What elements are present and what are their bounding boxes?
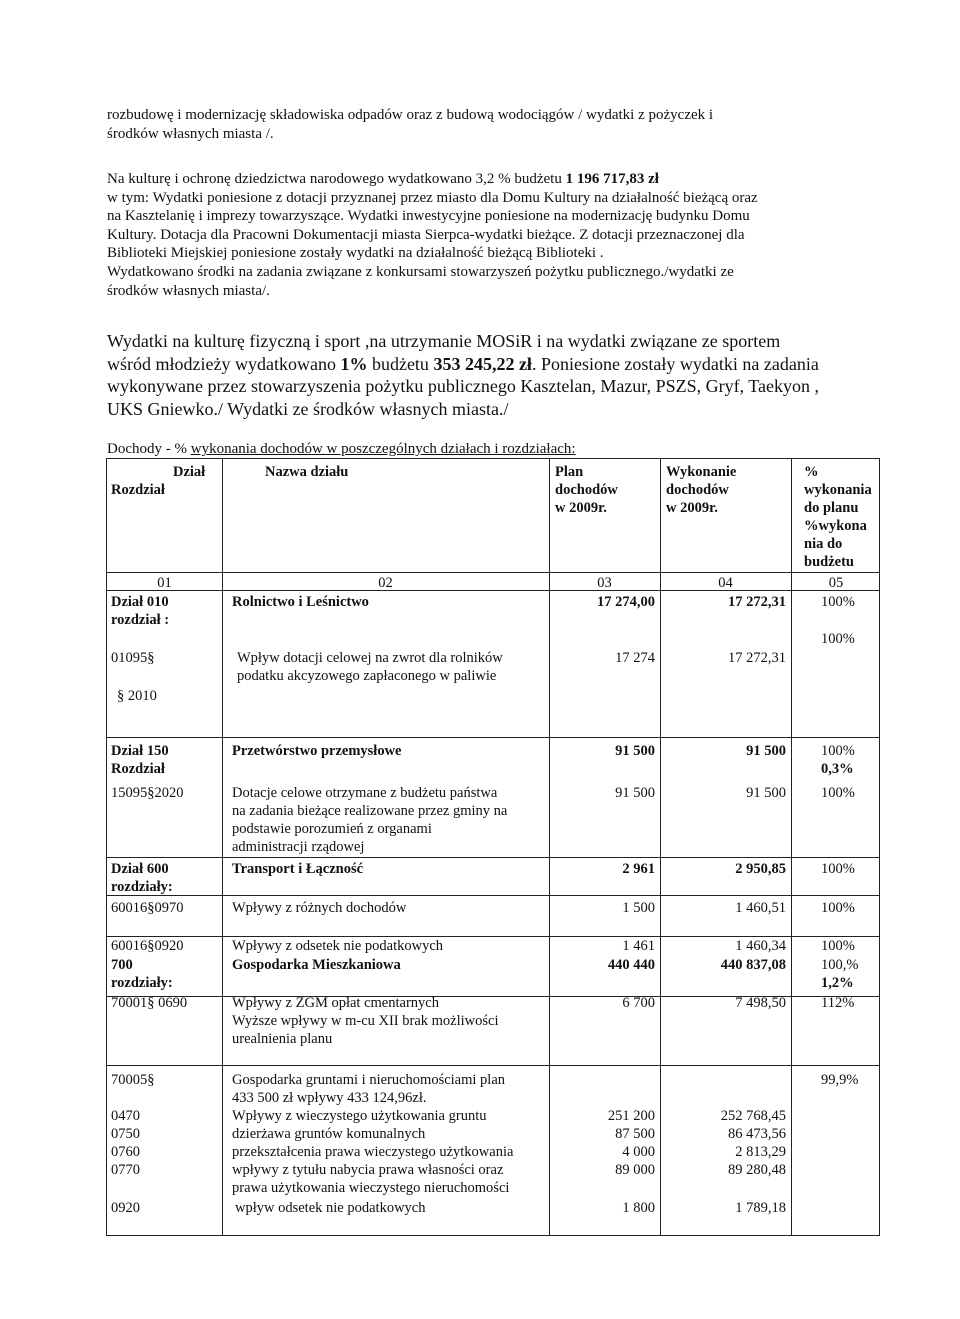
item-code: 0750 bbox=[111, 1126, 140, 1142]
dzial-700-r2-pct: 99,9% bbox=[821, 1072, 859, 1088]
item-wyk: 2 813,29 bbox=[735, 1144, 786, 1160]
dzial-150-plan: 91 500 bbox=[615, 743, 655, 759]
text-line: Kultury. Dotacja dla Pracowni Dokumentacji miasta Sierpca-wydatki bieżące. Z dotacji przeznaczonej dla bbox=[107, 226, 745, 243]
dzial-700-r2-code: 70005§ bbox=[111, 1072, 155, 1088]
paragraph-culture bbox=[107, 170, 877, 300]
dzial-700-plan: 440 440 bbox=[607, 957, 655, 973]
text-line: Wydatkowano środki na zadania związane z konkursami stowarzyszeń pożytku publicznego./wydatki ze bbox=[107, 263, 734, 280]
row-divider bbox=[107, 895, 879, 896]
header-procent bbox=[804, 463, 872, 571]
sport-percent: 1% bbox=[340, 353, 368, 374]
dzial-010-code: rozdział : bbox=[111, 612, 170, 628]
dzial-600-r2-plan: 1 461 bbox=[622, 938, 655, 954]
paragraph-intro bbox=[107, 106, 877, 143]
dzial-700-r1-wyk: 7 498,50 bbox=[735, 995, 786, 1011]
header-plan-line: dochodów bbox=[555, 482, 618, 498]
caption-underlined: wykonania dochodów w poszczególnych działach i rozdziałach: bbox=[190, 441, 576, 457]
text-line: rozbudowę i modernizację składowiska odpadów oraz z budową wodociągów / wydatki z pożyczek i bbox=[107, 107, 714, 123]
dzial-150-sub-name bbox=[232, 784, 507, 856]
text-line: na Kasztelanię i imprezy towarzyszące. Wydatki inwestycyjne poniesione na modernizację budynku Domu bbox=[107, 208, 750, 225]
dzial-700-pct: 100,% bbox=[821, 957, 859, 973]
header-procent-line: nia do bbox=[804, 536, 843, 552]
text-line: Biblioteki Miejskiej poniesione zostały wydatki na działalność bieżącą Biblioteki . bbox=[107, 245, 604, 262]
text-line: urealnienia planu bbox=[232, 1031, 333, 1047]
item-wyk: 252 768,45 bbox=[720, 1108, 786, 1124]
text-line: środków własnych miasta/. bbox=[107, 282, 270, 299]
item-name: Wpływy z wieczystego użytkowania gruntu bbox=[232, 1108, 487, 1124]
item-plan: 89 000 bbox=[615, 1162, 655, 1178]
dzial-600-pct: 100% bbox=[821, 861, 855, 877]
text-line bbox=[107, 170, 877, 189]
text-line: podstawie porozumień z organami bbox=[232, 821, 432, 837]
column-number: 02 bbox=[378, 575, 393, 591]
text-line: UKS Gniewko./ Wydatki ze środków własnych miasta./ bbox=[107, 398, 509, 419]
dzial-150-sub-wyk: 91 500 bbox=[746, 785, 786, 801]
dzial-010-sub-code: 01095§ bbox=[111, 650, 155, 666]
text-line: Wpływ dotacji celowej na zwrot dla rolników bbox=[237, 650, 503, 666]
dzial-150-wyk: 91 500 bbox=[746, 743, 786, 759]
dzial-700-r2-name bbox=[232, 1071, 505, 1107]
dzial-600-plan: 2 961 bbox=[622, 861, 655, 877]
dzial-010-name: Rolnictwo i Leśnictwo bbox=[232, 594, 369, 610]
text-line: w tym: Wydatki poniesione z dotacji przyznanej przez miasto dla Domu Kultury na działalność bieżącą oraz bbox=[107, 189, 758, 206]
item-name: dzierżawa gruntów komunalnych bbox=[232, 1126, 426, 1142]
dzial-010-pct: 100% bbox=[821, 594, 855, 610]
dzial-700-r1-name bbox=[232, 994, 499, 1048]
dzial-700-code: rozdziały: bbox=[111, 975, 173, 991]
item-name: wpływy z tytułu nabycia prawa własności oraz bbox=[232, 1162, 504, 1178]
dzial-600-code: rozdziały: bbox=[111, 879, 173, 895]
header-procent-line: do planu bbox=[804, 500, 859, 516]
column-number: 04 bbox=[718, 575, 733, 591]
item-code: 0920 bbox=[111, 1200, 140, 1216]
row-divider bbox=[107, 737, 879, 738]
dzial-600-r1-pct: 100% bbox=[821, 900, 855, 916]
dzial-600-r1-code: 60016§0970 bbox=[111, 900, 184, 916]
dzial-600-r1-wyk: 1 460,51 bbox=[735, 900, 786, 916]
header-rozdzial: Rozdział bbox=[111, 482, 165, 498]
column-number: 03 bbox=[597, 575, 612, 591]
text-line: na zadania bieżące realizowane przez gminy na bbox=[232, 803, 508, 819]
header-procent-line: wykonania bbox=[804, 482, 872, 498]
text-line: Gospodarka gruntami i nieruchomościami plan bbox=[232, 1072, 506, 1088]
column-number: 01 bbox=[157, 575, 172, 591]
text-line: podatku akcyzowego zapłaconego w paliwie bbox=[237, 668, 497, 684]
dzial-700-wyk: 440 837,08 bbox=[720, 957, 786, 973]
text-line: Wydatki na kulturę fizyczną i sport ,na utrzymanie MOSiR i na wydatki związane ze sportem bbox=[107, 331, 781, 351]
header-procent-line: %wykona bbox=[804, 518, 867, 534]
dzial-150-sub-pct: 100% bbox=[821, 785, 855, 801]
header-plan-line: Plan bbox=[555, 464, 584, 480]
sport-amount: 353 245,22 zł bbox=[433, 353, 532, 374]
dzial-600-r2-pct: 100% bbox=[821, 938, 855, 954]
dzial-010-code: Dział 010 bbox=[111, 594, 169, 610]
text-fragment: . Poniesione zostały wydatki na zadania bbox=[531, 353, 819, 374]
text-line: wykonywane przez stowarzyszenia pożytku publicznego Kasztelan, Mazur, PSZS, Gryf, Taekyon , bbox=[107, 376, 819, 396]
header-nazwa: Nazwa działu bbox=[265, 464, 349, 480]
column-number: 05 bbox=[828, 575, 844, 591]
dzial-700-pct-budget: 1,2% bbox=[821, 975, 854, 991]
dzial-010-sub-para: § 2010 bbox=[117, 688, 157, 704]
item-code: 0760 bbox=[111, 1144, 140, 1160]
header-wykonanie-line: dochodów bbox=[666, 482, 729, 498]
header-procent-line: budżetu bbox=[804, 554, 854, 570]
text-fragment: budżetu bbox=[367, 353, 434, 374]
dzial-600-r2-name: Wpływy z odsetek nie podatkowych bbox=[232, 938, 444, 954]
dzial-010-sub-pct: 100% bbox=[821, 631, 855, 647]
item-name: przekształcenia prawa wieczystego użytkowania bbox=[232, 1144, 514, 1160]
item-plan: 1 800 bbox=[622, 1200, 655, 1216]
dzial-600-r1-name: Wpływy z różnych dochodów bbox=[232, 900, 407, 916]
dzial-600-r2-code: 60016§0920 bbox=[111, 938, 184, 954]
item-code: 0470 bbox=[111, 1108, 140, 1124]
text-line: Wyższe wpływy w m-cu XII brak możliwości bbox=[232, 1013, 499, 1029]
dzial-150-pct: 100% bbox=[821, 743, 855, 759]
item-plan: 4 000 bbox=[622, 1144, 655, 1160]
text-line: Wpływy z ZGM opłat cmentarnych bbox=[232, 995, 439, 1011]
row-divider bbox=[107, 1065, 879, 1066]
item-wyk: 89 280,48 bbox=[728, 1162, 786, 1178]
dzial-700-code: 700 bbox=[111, 957, 133, 973]
item-plan: 251 200 bbox=[607, 1108, 655, 1124]
text-line: Dotacje celowe otrzymane z budżetu państwa bbox=[232, 785, 498, 801]
item-code: 0770 bbox=[111, 1162, 140, 1178]
text-line bbox=[107, 353, 882, 376]
header-wykonanie-line: Wykonanie bbox=[666, 464, 737, 480]
culture-amount: 1 196 717,83 zł bbox=[565, 171, 659, 187]
dzial-010-sub-wyk: 17 272,31 bbox=[728, 650, 786, 666]
header-dzial: Dział bbox=[173, 464, 206, 480]
dzial-600-name: Transport i Łączność bbox=[232, 861, 364, 877]
text-line: środków własnych miasta /. bbox=[107, 125, 274, 142]
dzial-600-wyk: 2 950,85 bbox=[735, 861, 786, 877]
dzial-600-r2-wyk: 1 460,34 bbox=[735, 938, 786, 954]
dzial-010-sub-plan: 17 274 bbox=[615, 650, 655, 666]
header-wykonanie bbox=[666, 463, 736, 517]
header-plan bbox=[555, 463, 618, 517]
dzial-700-r1-code: 70001§ 0690 bbox=[111, 995, 188, 1011]
header-wykonanie-line: w 2009r. bbox=[666, 500, 718, 516]
item-wyk: 86 473,56 bbox=[728, 1126, 786, 1142]
paragraph-sport bbox=[107, 330, 882, 420]
text-line: administracji rządowej bbox=[232, 839, 365, 855]
row-divider bbox=[107, 572, 879, 573]
row-divider bbox=[107, 857, 879, 858]
dzial-150-code: Rozdział bbox=[111, 761, 165, 777]
income-table bbox=[106, 458, 880, 1236]
dzial-010-wyk: 17 272,31 bbox=[728, 594, 786, 610]
dzial-150-sub-code: 15095§2020 bbox=[111, 785, 184, 801]
header-plan-line: w 2009r. bbox=[555, 500, 607, 516]
item-wyk: 1 789,18 bbox=[735, 1200, 786, 1216]
text-fragment: wśród młodzieży wydatkowano bbox=[107, 353, 341, 374]
dzial-010-sub-name bbox=[237, 649, 503, 685]
text-fragment: Na kulturę i ochronę dziedzictwa narodowego wydatkowano 3,2 % budżetu bbox=[107, 171, 566, 187]
caption-prefix: Dochody - % bbox=[107, 441, 191, 457]
dzial-150-code: Dział 150 bbox=[111, 743, 169, 759]
dzial-700-r1-pct: 112% bbox=[821, 995, 855, 1011]
item-name-continued: prawa użytkowania wieczystego nieruchomości bbox=[232, 1180, 510, 1196]
dzial-010-plan: 17 274,00 bbox=[597, 594, 655, 610]
dzial-600-r1-plan: 1 500 bbox=[622, 900, 655, 916]
dzial-700-name: Gospodarka Mieszkaniowa bbox=[232, 957, 401, 973]
dzial-150-pct-budget: 0,3% bbox=[821, 761, 854, 777]
item-name: wpływ odsetek nie podatkowych bbox=[235, 1200, 426, 1216]
item-plan: 87 500 bbox=[615, 1126, 655, 1142]
dzial-150-sub-plan: 91 500 bbox=[615, 785, 655, 801]
dzial-700-r1-plan: 6 700 bbox=[622, 995, 655, 1011]
text-line: 433 500 zł wpływy 433 124,96zł. bbox=[232, 1090, 427, 1106]
table-caption bbox=[107, 441, 576, 458]
header-procent-line: % bbox=[804, 464, 819, 480]
dzial-600-code: Dział 600 bbox=[111, 861, 169, 877]
dzial-150-name: Przetwórstwo przemysłowe bbox=[232, 743, 402, 759]
